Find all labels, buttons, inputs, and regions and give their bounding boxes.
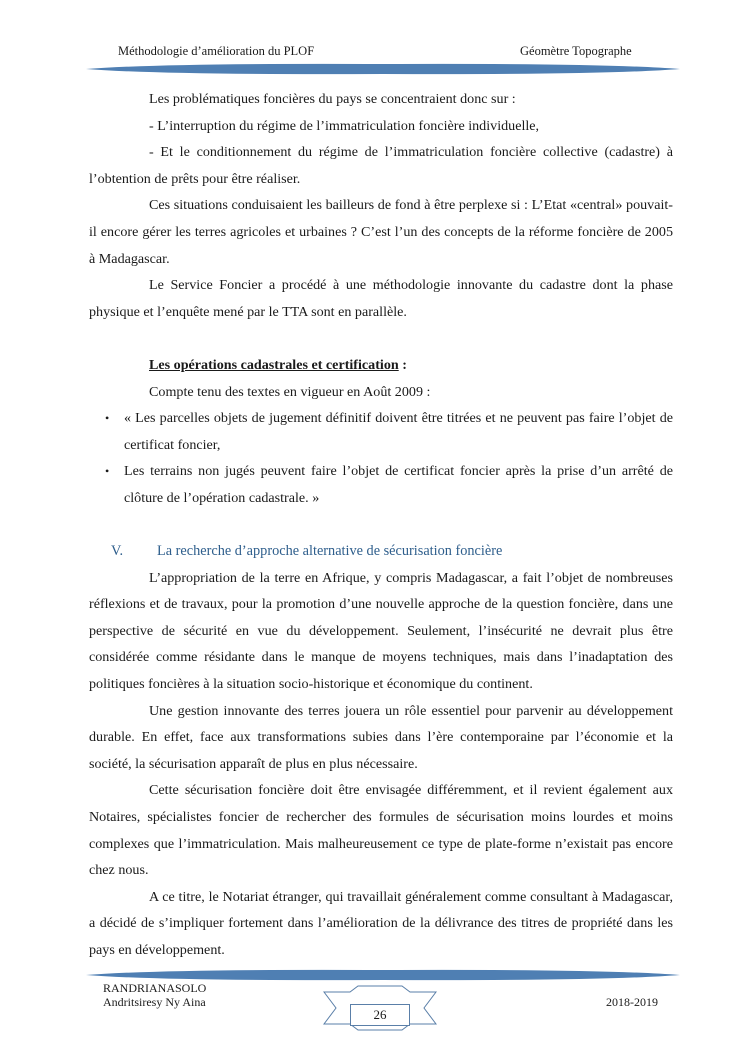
bullet-icon: •: [105, 411, 110, 426]
header-subtitle: Géomètre Topographe: [520, 44, 632, 58]
paragraph: Ces situations conduisaient les bailleurs de fond à être perplexe si : L’Etat «central» pouvait-il encore gérer les terres agricoles et urbaines ? C’est l’un des concepts de la réforme foncière de 2005 à Madagascar.: [89, 197, 673, 267]
operations-heading-text: Les opérations cadastrales et certification: [149, 356, 399, 373]
bullet-icon: •: [105, 464, 110, 479]
section-heading: [89, 538, 673, 565]
operations-heading-colon: :: [398, 356, 407, 373]
paragraph: Une gestion innovante des terres jouera un rôle essentiel pour parvenir au développement durable. En effet, face aux transformations subies dans l’ère contemporaine par l’économie et la société, la sécurisation apparaît de plus en plus nécessaire.: [89, 702, 673, 772]
list-item: [89, 405, 673, 458]
footer-author: [103, 981, 206, 1009]
bullet-list: [89, 405, 673, 511]
dash-item: [89, 139, 673, 192]
footer-year: 2018-2019: [606, 995, 658, 1009]
header-title: Méthodologie d’amélioration du PLOF: [118, 44, 315, 58]
paragraph: L’appropriation de la terre en Afrique, y compris Madagascar, a fait l’objet de nombreuses réflexions et de travaux, pour la promotion d’une nouvelle approche de la question foncière, dans une perspective de sécurité en vue du développement. Seulement, l’insécurité ne devrait plus être considérée comme résidante dans le manque de moyens techniques, mais dans l’inadaptation des politiques foncières à la situation socio-historique et économique du continent.: [89, 569, 673, 693]
list-item-text: Les terrains non jugés peuvent faire l’objet de certificat foncier après la prise d’un arrêté de clôture de l’opération cadastrale. »: [124, 463, 673, 506]
footer-rule: [84, 968, 682, 982]
dash-item: - L’interruption du régime de l’immatriculation foncière individuelle,: [149, 117, 540, 134]
list-item-text: « Les parcelles objets de jugement définitif doivent être titrées et ne peuvent pas faire l’objet de certificat foncier,: [124, 410, 673, 453]
operations-heading: [89, 352, 673, 379]
paragraph: Cette sécurisation foncière doit être envisagée différemment, et il revient également aux Notaires, spécialistes foncier de rechercher des formules de sécurisation moins lourdes et moins complexes que l’immatriculation. Mais malheureusement ce type de plate-forme n’existait pas encore chez nous.: [89, 782, 673, 879]
page-number: 26: [350, 1004, 410, 1026]
author-given-name: Andritsiresy Ny Aina: [103, 995, 206, 1009]
operations-intro: Compte tenu des textes en vigueur en Août 2009 :: [149, 383, 431, 400]
section-title: La recherche d’approche alternative de sécurisation foncière: [157, 543, 503, 560]
page-header: [0, 44, 745, 64]
author-name: RANDRIANASOLO: [103, 981, 207, 995]
paragraph: Le Service Foncier a procédé à une méthodologie innovante du cadastre dont la phase physique et l’enquête mené par le TTA sont en parallèle.: [89, 277, 673, 320]
list-item: [89, 458, 673, 511]
dash-item-text: - Et le conditionnement du régime de l’immatriculation foncière collective (cadastre) à l’obtention de prêts pour être réaliser.: [89, 144, 673, 187]
paragraph: A ce titre, le Notariat étranger, qui travaillait généralement comme consultant à Madagascar, a décidé de s’impliquer fortement dans l’amélioration de la délivrance des titres de propriété dans les pays en développement.: [89, 888, 673, 958]
section-number: V.: [111, 543, 124, 560]
page-body: [89, 86, 673, 964]
intro-line: Les problématiques foncières du pays se concentraient donc sur :: [149, 91, 516, 107]
header-rule: [84, 62, 682, 76]
